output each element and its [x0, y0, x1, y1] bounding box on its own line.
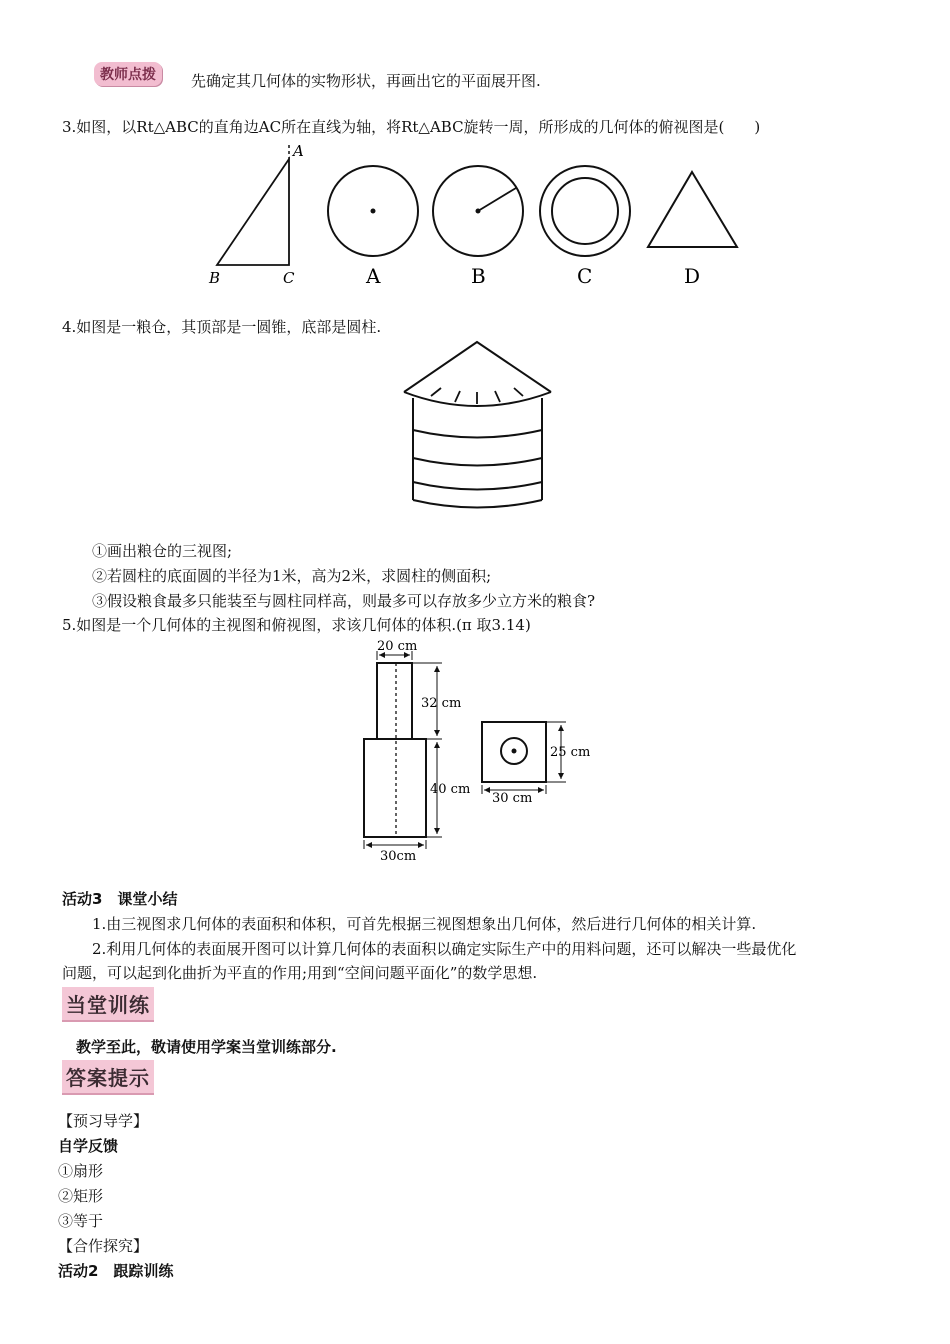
q4-item-3: ③假设粮食最多只能装至与圆柱同样高，则最多可以存放多少立方米的粮食?	[92, 592, 596, 610]
right-triangle-figure	[217, 145, 289, 265]
dim-top-width: 20 cm	[377, 639, 418, 654]
q4-item-2: ②若圆柱的底面圆的半径为1米，高为2米，求圆柱的侧面积;	[92, 567, 492, 585]
q4-text: 4.如图是一粮仓，其顶部是一圆锥，底部是圆柱.	[62, 318, 382, 336]
dim-bottom-width: 30cm	[380, 849, 417, 864]
option-a-figure	[328, 166, 418, 256]
option-d-label[interactable]: D	[684, 264, 701, 288]
q5-text: 5.如图是一个几何体的主视图和俯视图，求该几何体的体积.(π 取3.14)	[62, 616, 531, 634]
practice-text: 教学至此，敬请使用学案当堂训练部分.	[76, 1038, 337, 1056]
vertex-c-label: C	[283, 269, 295, 287]
answers-banner: 答案提示	[62, 1060, 154, 1095]
vertex-b-label: B	[209, 269, 221, 287]
answers-item-1: ①扇形	[58, 1162, 104, 1180]
answers-cooperate-heading: 【合作探究】	[58, 1237, 149, 1255]
teacher-tip-text: 先确定其几何体的实物形状，再画出它的平面展开图.	[191, 72, 541, 90]
answers-item-2: ②矩形	[58, 1187, 104, 1205]
activity3-title: 活动3 课堂小结	[62, 890, 178, 908]
answers-preview-heading: 【预习导学】	[58, 1112, 149, 1130]
option-a-label[interactable]: A	[366, 264, 381, 288]
teacher-tip-badge: 教师点拨	[94, 62, 162, 86]
answers-self-study: 自学反馈	[58, 1137, 119, 1155]
practice-banner: 当堂训练	[62, 987, 154, 1022]
activity3-p2-line2: 问题，可以起到化曲折为平直的作用;用到“空间问题平面化”的数学思想.	[62, 964, 538, 982]
vertex-a-label: A	[293, 142, 304, 160]
option-c-label[interactable]: C	[577, 264, 593, 288]
option-d-figure	[648, 172, 737, 247]
dim-side-height: 25 cm	[550, 745, 591, 760]
dim-upper-height: 32 cm	[421, 696, 462, 711]
q4-item-1: ①画出粮仓的三视图;	[92, 542, 233, 560]
activity3-p1: 1.由三视图求几何体的表面积和体积，可首先根据三视图想象出几何体，然后进行几何体的相关计算.	[92, 915, 757, 933]
activity3-p2-line1: 2.利用几何体的表面展开图可以计算几何体的表面积以确定实际生产中的用料问题，还可以解决一些最优化	[92, 940, 797, 958]
option-c-figure	[540, 166, 630, 256]
answers-item-3: ③等于	[58, 1212, 104, 1230]
q5-figures	[0, 632, 950, 872]
option-b-label[interactable]: B	[471, 264, 486, 288]
granary-figure	[0, 335, 950, 525]
dim-side-width: 30 cm	[492, 791, 533, 806]
dim-lower-height: 40 cm	[430, 782, 471, 797]
q3-figures	[0, 135, 950, 325]
option-b-figure	[433, 166, 523, 256]
q3-text: 3.如图，以Rt△ABC的直角边AC所在直线为轴，将Rt△ABC旋转一周，所形成的几何体的俯视图是( )	[62, 118, 761, 136]
answers-activity2: 活动2 跟踪训练	[58, 1262, 174, 1280]
